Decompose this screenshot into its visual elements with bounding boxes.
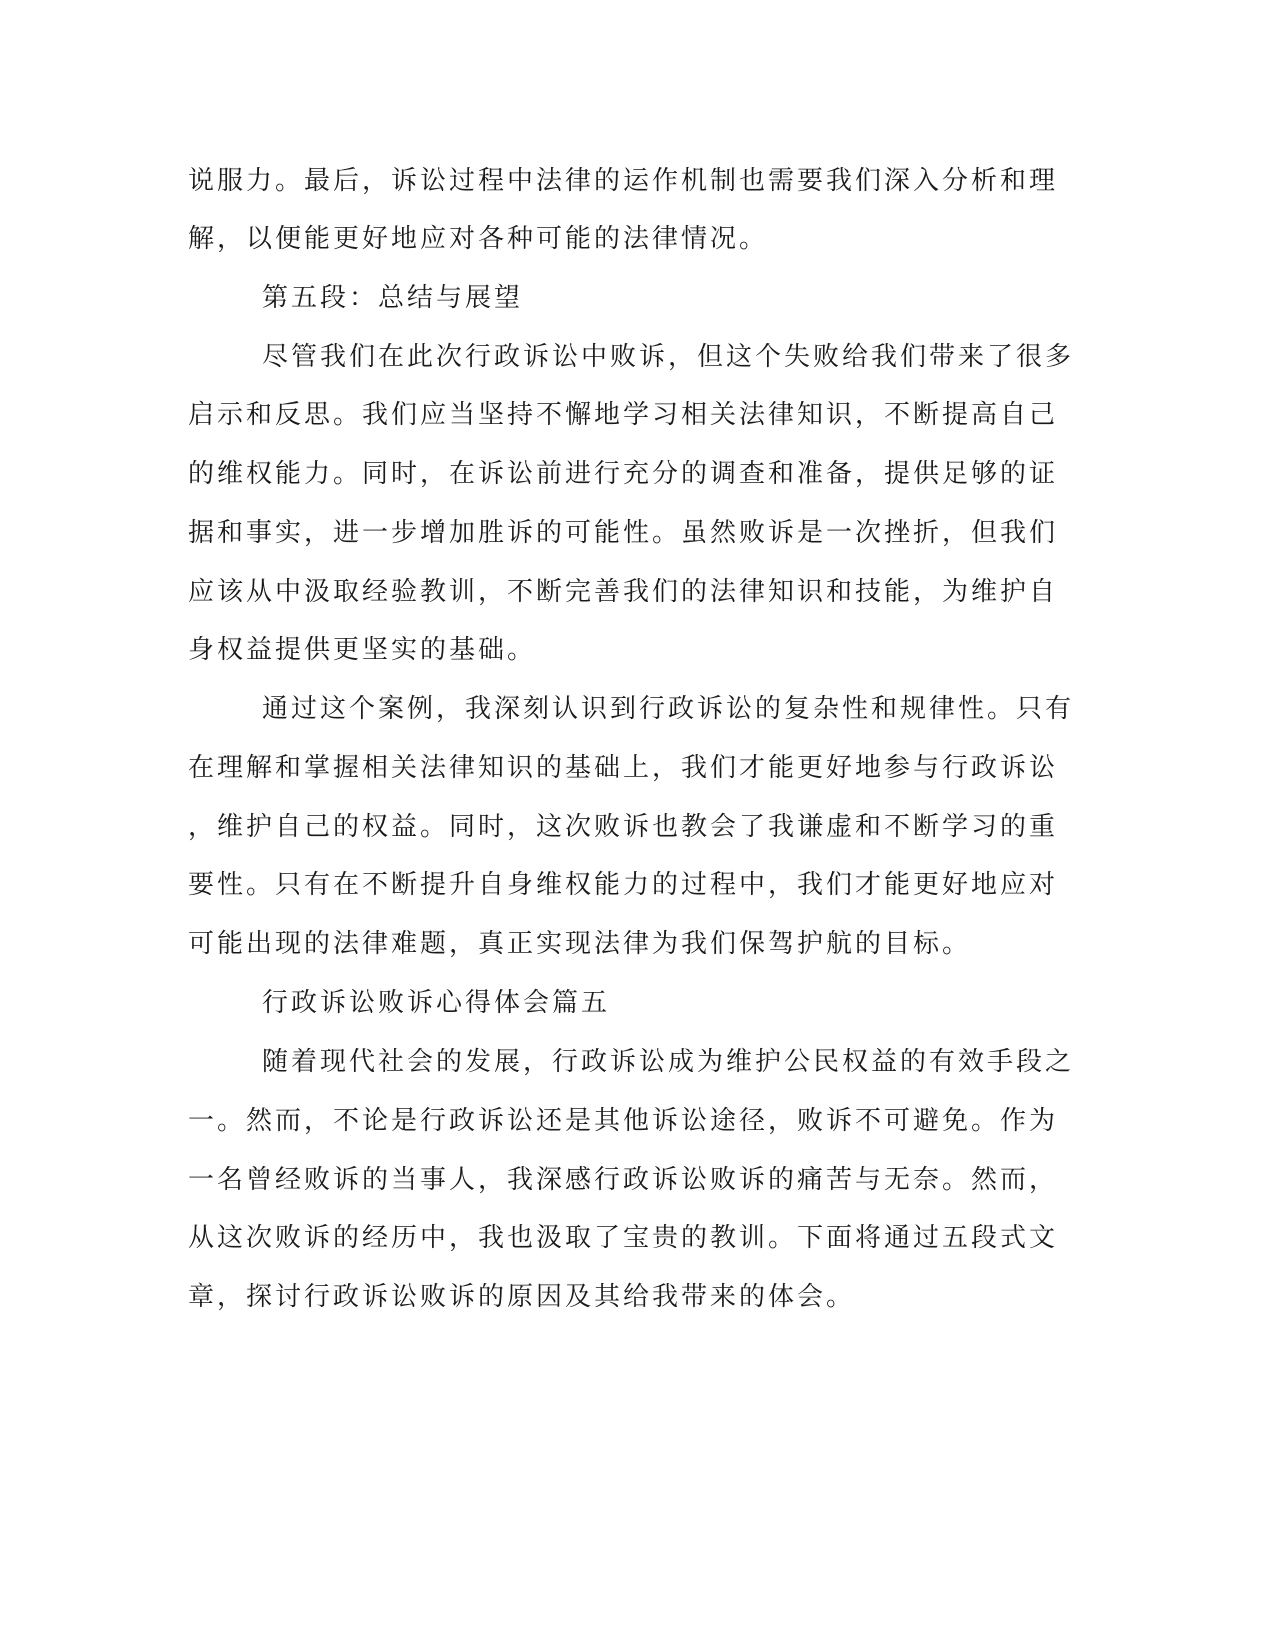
section-heading: 行政诉讼败诉心得体会篇五: [262, 988, 611, 1018]
text-line: 启示和反思。我们应当坚持不懈地学习相关法律知识，不断提高自己: [188, 400, 1059, 430]
text-line: 解，以便能更好地应对各种可能的法律情况。: [188, 224, 769, 254]
text-line: 据和事实，进一步增加胜诉的可能性。虽然败诉是一次挫折，但我们: [188, 518, 1059, 548]
text-line: 说服力。最后，诉讼过程中法律的运作机制也需要我们深入分析和理: [188, 166, 1059, 196]
text-line: 的维权能力。同时，在诉讼前进行充分的调查和准备，提供足够的证: [188, 459, 1059, 489]
text-line: 可能出现的法律难题，真正实现法律为我们保驾护航的目标。: [188, 929, 972, 959]
text-line: 应该从中汲取经验教训，不断完善我们的法律知识和技能，为维护自: [188, 577, 1059, 607]
text-line: 随着现代社会的发展，行政诉讼成为维护公民权益的有效手段之: [262, 1047, 1075, 1077]
section-heading: 第五段：总结与展望: [262, 283, 524, 313]
text-line: 从这次败诉的经历中，我也汲取了宝贵的教训。下面将通过五段式文: [188, 1223, 1059, 1253]
text-line: 要性。只有在不断提升自身维权能力的过程中，我们才能更好地应对: [188, 870, 1059, 900]
text-line: 一名曾经败诉的当事人，我深感行政诉讼败诉的痛苦与无奈。然而，: [188, 1165, 1059, 1195]
text-line: 一。然而，不论是行政诉讼还是其他诉讼途径，败诉不可避免。作为: [188, 1106, 1059, 1136]
text-line: ，维护自己的权益。同时，这次败诉也教会了我谦虚和不断学习的重: [188, 812, 1059, 842]
text-line: 在理解和掌握相关法律知识的基础上，我们才能更好地参与行政诉讼: [188, 753, 1059, 783]
text-line: 身权益提供更坚实的基础。: [188, 635, 537, 665]
text-line: 章，探讨行政诉讼败诉的原因及其给我带来的体会。: [188, 1282, 856, 1312]
text-line: 通过这个案例，我深刻认识到行政诉讼的复杂性和规律性。只有: [262, 694, 1075, 724]
text-line: 尽管我们在此次行政诉讼中败诉，但这个失败给我们带来了很多: [262, 342, 1075, 372]
